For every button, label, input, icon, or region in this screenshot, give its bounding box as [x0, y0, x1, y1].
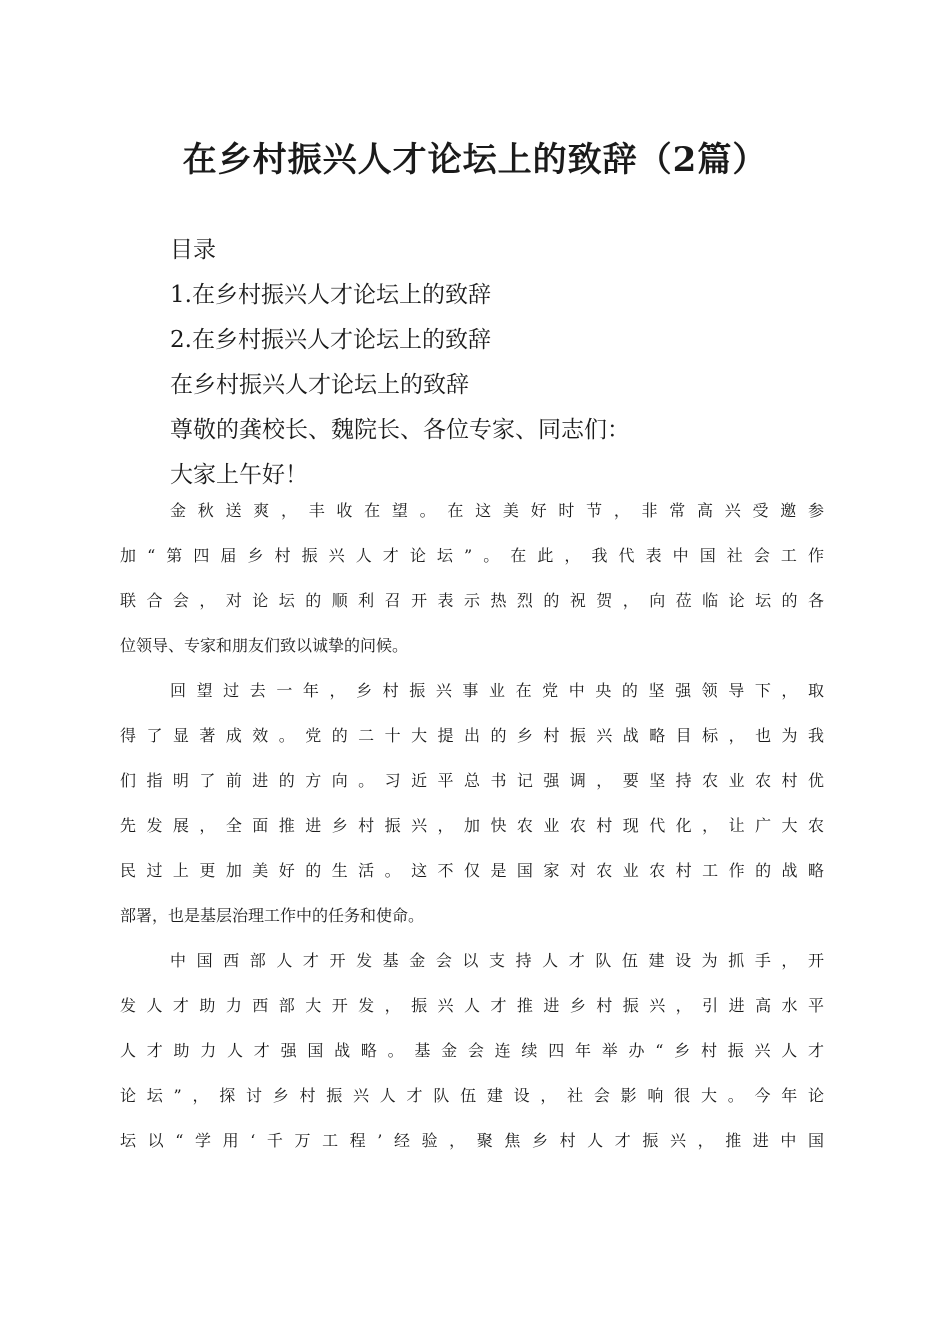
paragraph-line: 们指明了前进的方向。习近平总书记强调，要坚持农业农村优 — [120, 771, 824, 790]
paragraph-line: 联合会，对论坛的顺利召开表示热烈的祝贺，向莅临论坛的各 — [120, 591, 824, 610]
document-title: 在乡村振兴人才论坛上的致辞（2篇） — [182, 140, 768, 180]
paragraph-line: 得了显著成效。党的二十大提出的乡村振兴战略目标，也为我 — [120, 726, 824, 745]
salutation: 尊敬的龚校长、魏院长、各位专家、同志们： — [170, 417, 630, 443]
paragraph-line: 金秋送爽，丰收在望。在这美好时节，非常高兴受邀参 — [170, 501, 824, 520]
toc-heading: 目录 — [170, 237, 216, 263]
toc-item[interactable]: 2.在乡村振兴人才论坛上的致辞 — [170, 327, 491, 353]
toc-item[interactable]: 1.在乡村振兴人才论坛上的致辞 — [170, 282, 491, 308]
paragraph-line: 人才助力人才强国战略。基金会连续四年举办“乡村振兴人才 — [120, 1041, 824, 1060]
paragraph — [120, 678, 824, 948]
paragraph-line: 发人才助力西部大开发，振兴人才推进乡村振兴，引进高水平 — [120, 996, 824, 1015]
paragraph-line: 位领导、专家和朋友们致以诚挚的问候。 — [120, 636, 409, 655]
document-body — [120, 228, 824, 1173]
paragraph-line: 中国西部人才开发基金会以支持人才队伍建设为抓手，开 — [170, 951, 824, 970]
paragraph — [120, 498, 824, 678]
paragraph-line: 坛以“学用‘千万工程’经验，聚焦乡村人才振兴，推进中国 — [120, 1131, 824, 1150]
greeting: 大家上午好！ — [170, 462, 308, 488]
paragraph — [120, 948, 824, 1173]
paragraph-line: 加“第四届乡村振兴人才论坛”。在此，我代表中国社会工作 — [120, 546, 824, 565]
section-title: 在乡村振兴人才论坛上的致辞 — [170, 372, 469, 398]
paragraph-line: 部署，也是基层治理工作中的任务和使命。 — [120, 906, 425, 925]
paragraph-line: 民过上更加美好的生活。这不仅是国家对农业农村工作的战略 — [120, 861, 824, 880]
paragraph-line: 先发展，全面推进乡村振兴，加快农业农村现代化，让广大农 — [120, 816, 824, 835]
paragraph-line: 回望过去一年，乡村振兴事业在党中央的坚强领导下，取 — [170, 681, 824, 700]
paragraph-line: 论坛”，探讨乡村振兴人才队伍建设，社会影响很大。今年论 — [120, 1086, 824, 1105]
